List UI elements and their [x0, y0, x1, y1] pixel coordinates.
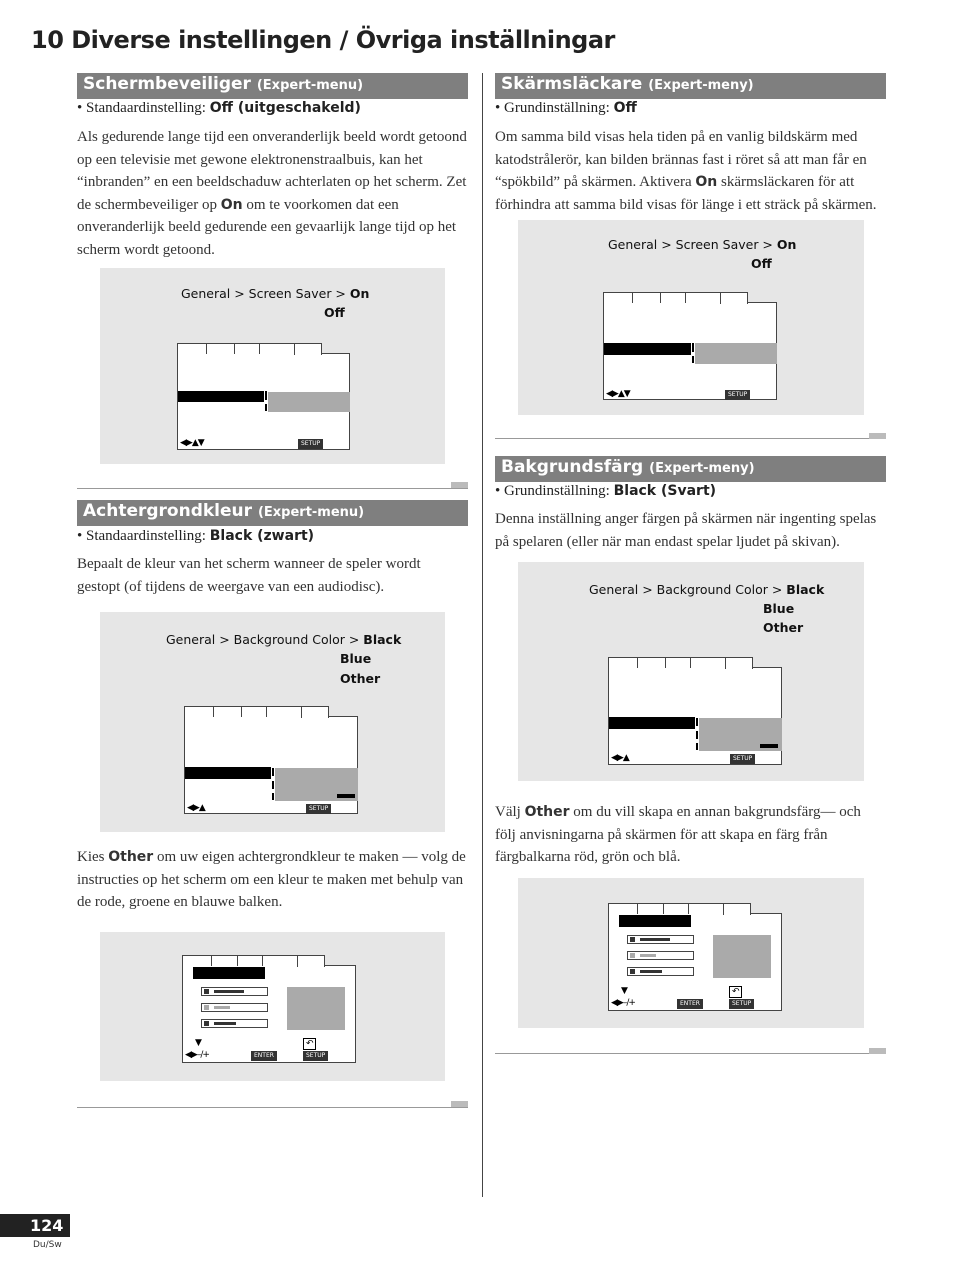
body-paragraph: Bepaalt de kleur van het scherm wanneer de speler wordt gestopt (of tijdens de weergave van een audiodisc).	[77, 556, 421, 595]
nav-arrows-icon: ◀▶▲	[611, 753, 629, 763]
osd-screenshot-background-sv	[518, 562, 864, 781]
heading-text: Schermbeveiliger	[83, 74, 251, 94]
setup-button-icon: SETUP	[306, 804, 331, 814]
tv-screen	[603, 302, 777, 400]
body-paragraph: Als gedurende lange tijd een onveranderlijk beeld wordt getoond op een televisie met gewone elektronenstraalbuis, kan het “inbranden” en een beeldschaduw achterlaten op het scherm. Zet de schermbeveiliger op On om te voorkomen dat een onveranderlijk beeld gedurende een gevaarlijk lange tijd op het scherm wordt getoond.	[77, 129, 467, 258]
nav-arrows-icon: ◀▶▲▼	[180, 438, 204, 448]
setup-button-icon: SETUP	[730, 754, 755, 764]
return-icon: ↶	[729, 986, 742, 998]
left-right-arrows-icon: ◀▶–/+	[611, 998, 635, 1008]
left-right-arrows-icon: ◀▶–/+	[185, 1050, 209, 1060]
osd-screenshot-color-editor-sv	[518, 878, 864, 1028]
menu-path: General > Background Color > Black	[166, 632, 402, 647]
section-heading-background-sv: Bakgrundsfärg (Expert-meny)	[495, 456, 886, 482]
heading-sub: (Expert-menu)	[256, 78, 364, 93]
section-heading-background-nl: Achtergrondkleur (Expert-menu)	[77, 500, 468, 526]
body-paragraph: Denna inställning anger färgen på skärmen när ingenting spelas på spelaren (eller när man endast spelar ljudet på skivan).	[495, 511, 877, 550]
setup-button-icon: SETUP	[303, 1051, 328, 1061]
default-setting: • Grundinställning: Off	[495, 100, 637, 116]
tv-screen	[608, 913, 782, 1011]
default-setting: • Standaardinstelling: Off (uitgeschakeld)	[77, 100, 361, 116]
menu-path: General > Screen Saver > On	[181, 286, 370, 301]
return-icon: ↶	[303, 1038, 316, 1050]
tv-screen	[608, 667, 782, 765]
section-heading-screensaver-sv: Skärmsläckare (Expert-meny)	[495, 73, 886, 99]
tv-screen	[182, 965, 356, 1063]
section-heading-screensaver-nl	[77, 73, 468, 99]
setup-button-icon: SETUP	[298, 439, 323, 449]
tv-screen	[184, 716, 358, 814]
nav-arrows-icon: ◀▶▲	[187, 803, 205, 813]
body-paragraph-other: Kies Other om uw eigen achtergrondkleur te maken — volg de instructies op het scherm om een kleur te maken met behulp van de rode, groene en blauwe balken.	[77, 849, 466, 911]
osd-screenshot-screensaver-sv	[518, 220, 864, 415]
osd-screenshot-background	[100, 612, 445, 832]
setup-button-icon: SETUP	[729, 999, 754, 1009]
page-number: 124	[0, 1214, 70, 1237]
setup-button-icon: SETUP	[725, 390, 750, 400]
body-paragraph: Om samma bild visas hela tiden på en vanlig bildskärm med katodstrålerör, kan bilden brännas fast i röret så att man får en “spökbild” på skärmen. Aktivera On skärmsläckaren för att förhindra att samma bild visas för länge i ett sträck på skärmen.	[495, 129, 877, 213]
default-setting: • Grundinställning: Black (Svart)	[495, 483, 717, 499]
default-setting: • Standaardinstelling: Black (zwart)	[77, 528, 315, 544]
osd-screenshot-color-editor	[100, 932, 445, 1081]
option-other: Other	[763, 620, 804, 635]
tv-screen	[177, 353, 350, 450]
enter-button-icon: ENTER	[251, 1051, 277, 1061]
option-other: Other	[340, 671, 381, 686]
option-blue: Blue	[340, 651, 372, 666]
default-value: Off (uitgeschakeld)	[209, 100, 361, 116]
menu-path: General > Background Color > Black	[589, 582, 825, 597]
nav-arrows-icon: ◀▶▲▼	[606, 389, 630, 399]
menu-path: General > Screen Saver > On	[608, 237, 797, 252]
enter-button-icon: ENTER	[677, 999, 703, 1009]
language-code: Du/Sw	[33, 1240, 62, 1250]
body-paragraph-other: Välj Other om du vill skapa en annan bakgrundsfärg— och följ anvisningarna på skärmen för att skapa en färg från färgbalkarna röd, grön och blå.	[495, 804, 861, 866]
option-off: Off	[324, 305, 345, 320]
down-arrow-icon: ▼	[195, 1038, 201, 1048]
option-off: Off	[751, 256, 772, 271]
osd-screenshot-screensaver	[100, 268, 445, 464]
option-blue: Blue	[763, 601, 795, 616]
page-title: 10 Diverse instellingen / Övriga inställningar	[31, 26, 615, 54]
down-arrow-icon: ▼	[621, 986, 627, 996]
